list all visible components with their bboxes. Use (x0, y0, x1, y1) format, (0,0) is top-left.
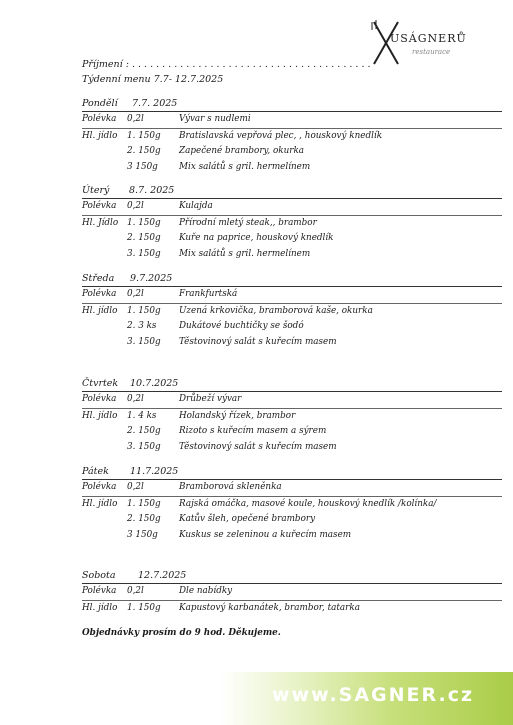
menu-row (82, 247, 502, 263)
menu-row (82, 409, 502, 425)
day-header (82, 98, 502, 112)
menu-row (82, 480, 502, 497)
menu-dish: Uzená krkovička, bramborová kaše, okurka (179, 305, 373, 316)
menu-dish: Bramborová skleněnka (179, 482, 282, 492)
day-block (82, 570, 502, 616)
menu-portion: 2. 150g (127, 514, 161, 524)
surname-field: Příjmení : . . . . . . . . . . . . . . . . . . . . . . . . . . . . . . . . . . . . . . . . (82, 59, 371, 70)
menu-dish: Kulajda (179, 201, 213, 211)
menu-row (82, 319, 502, 335)
menu-portion: 1. 150g (127, 130, 161, 141)
day-block (82, 98, 502, 175)
menu-portion: 1. 150g (127, 217, 161, 228)
day-date: 12.7.2025 (138, 570, 187, 581)
menu-course: Polévka (82, 289, 117, 299)
menu-portion: 3 150g (127, 529, 158, 540)
menu-row (82, 304, 502, 320)
menu-row (82, 199, 502, 216)
menu-row (82, 424, 502, 440)
menu-dish: Mix salátů s gril. hermelínem (179, 248, 311, 259)
menu-portion: 0,2l (127, 289, 144, 299)
menu-dish: Kuskus se zeleninou a kuřecím masem (179, 529, 352, 540)
day-header (82, 273, 502, 287)
menu-row (82, 144, 502, 160)
day-name: Středa (82, 273, 115, 284)
day-date: 7.7. 2025 (132, 98, 178, 109)
menu-row (82, 231, 502, 247)
menu-dish: Dle nabídky (179, 586, 233, 596)
menu-dish: Rajská omáčka, masové koule, houskový knedlík /kolínka/ (179, 498, 437, 509)
menu-row (82, 112, 502, 129)
day-header (82, 570, 502, 584)
menu-portion: 0,2l (127, 201, 144, 211)
menu-portion: 3. 150g (127, 336, 161, 347)
day-block (82, 378, 502, 455)
day-name: Pondělí (82, 98, 118, 109)
menu-dish: Bratislavská vepřová plec, , houskový knedlík (179, 130, 383, 141)
day-name: Čtvrtek (82, 378, 119, 389)
menu-dish: Kapustový karbanátek, brambor, tatarka (179, 602, 360, 613)
restaurant-logo (368, 18, 498, 78)
week-title: Týdenní menu 7.7- 12.7.2025 (82, 74, 224, 85)
menu-dish: Přírodní mletý steak,, brambor (179, 217, 317, 228)
menu-dish: Těstovinový salát s kuřecím masem (179, 336, 337, 347)
brand-name: USÁGNERŮ (390, 32, 467, 45)
menu-portion: 3 150g (127, 161, 158, 172)
menu-dish: Rizoto s kuřecím masem a sýrem (179, 426, 327, 436)
website-link[interactable]: www.SAGNER.cz (272, 684, 475, 706)
menu-portion: 0,2l (127, 586, 144, 596)
menu-course: Hl. jídlo (82, 498, 118, 509)
day-name: Pátek (82, 466, 109, 477)
day-date: 8.7. 2025 (129, 185, 175, 196)
menu-dish: Těstovinový salát s kuřecím masem (179, 441, 337, 452)
day-header (82, 378, 502, 392)
day-name: Sobota (82, 570, 116, 581)
menu-course: Polévka (82, 394, 117, 404)
menu-row (82, 497, 502, 513)
menu-dish: Zapečené brambory, okurka (179, 146, 305, 156)
menu-course: Hl. jídlo (82, 602, 118, 613)
menu-row (82, 584, 502, 601)
menu-row (82, 601, 502, 617)
menu-portion: 2. 150g (127, 146, 161, 156)
menu-course: Polévka (82, 114, 117, 124)
menu-course: Hl. jídlo (82, 410, 118, 421)
menu-portion: 3. 150g (127, 441, 161, 452)
menu-row (82, 392, 502, 409)
menu-portion: 1. 150g (127, 602, 161, 613)
menu-row (82, 129, 502, 145)
menu-dish: Katův šleh, opečené brambory (179, 514, 316, 524)
menu-course: Hl. jídlo (82, 305, 118, 316)
menu-dish: Drůbeží vývar (179, 394, 242, 404)
menu-row (82, 512, 502, 528)
menu-dish: Mix salátů s gril. hermelínem (179, 161, 311, 172)
menu-dish: Dukátové buchtičky se šodó (179, 321, 304, 331)
menu-portion: 0,2l (127, 394, 144, 404)
day-block (82, 273, 502, 350)
menu-row (82, 440, 502, 456)
day-name: Úterý (82, 185, 110, 196)
day-header (82, 466, 502, 480)
day-block (82, 466, 502, 543)
menu-portion: 0,2l (127, 114, 144, 124)
menu-row (82, 216, 502, 232)
brand-subtitle: restaurace (412, 48, 451, 56)
menu-dish: Vývar s nudlemi (179, 114, 251, 124)
day-date: 9.7.2025 (130, 273, 173, 284)
menu-course: Hl. jídlo (82, 130, 118, 141)
day-date: 10.7.2025 (130, 378, 179, 389)
day-header (82, 185, 502, 199)
menu-course: Polévka (82, 201, 117, 211)
menu-portion: 2. 150g (127, 233, 161, 243)
menu-portion: 0,2l (127, 482, 144, 492)
menu-portion: 2. 150g (127, 426, 161, 436)
menu-course: Polévka (82, 482, 117, 492)
order-note: Objednávky prosím do 9 hod. Děkujeme. (82, 628, 281, 638)
menu-portion: 1. 150g (127, 305, 161, 316)
menu-portion: 2. 3 ks (127, 321, 157, 331)
menu-row (82, 335, 502, 351)
menu-dish: Kuře na paprice, houskový knedlík (179, 233, 334, 243)
menu-portion: 3. 150g (127, 248, 161, 259)
menu-course: Hl. Jídlo (82, 217, 119, 228)
menu-dish: Holandský řízek, brambor (179, 410, 296, 421)
menu-dish: Frankfurtská (179, 289, 238, 299)
menu-row (82, 287, 502, 304)
footer-banner (220, 672, 513, 725)
menu-course: Polévka (82, 586, 117, 596)
day-date: 11.7.2025 (130, 466, 179, 477)
menu-portion: 1. 150g (127, 498, 161, 509)
day-block (82, 185, 502, 262)
menu-portion: 1. 4 ks (127, 410, 157, 421)
menu-row (82, 160, 502, 176)
menu-row (82, 528, 502, 544)
